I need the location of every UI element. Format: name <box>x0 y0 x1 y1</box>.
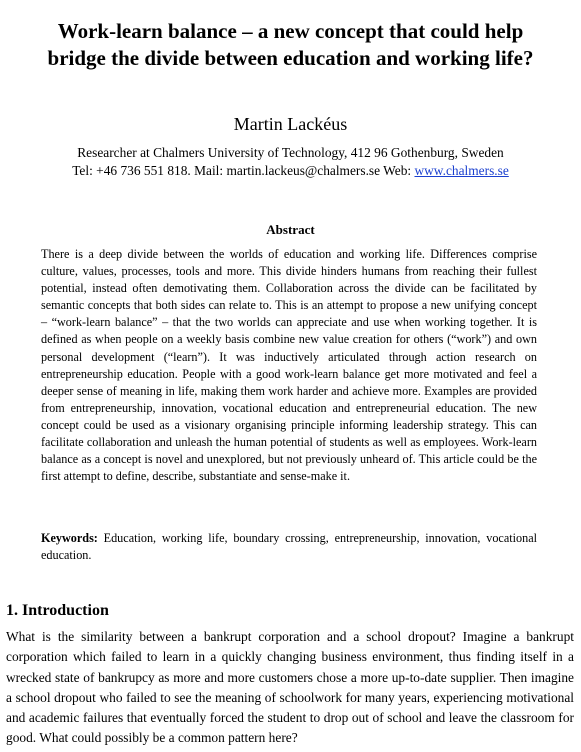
contact-line <box>0 162 581 180</box>
keywords <box>41 530 537 564</box>
title-line-1: Work-learn balance – a new concept that could help <box>57 19 524 43</box>
introduction-paragraph: What is the similarity between a bankrupt corporation and a school dropout? Imagine a bankrupt corporation which failed to learn in a quickly changing business environment, thus finding itself in a wrecked state of bankrupcy as more and more customers chose a more up-to-date supplier. Then imagine a school dropout who failed to see the meaning of schoolwork for many years, experiencing motivational and academic failures that eventually forced the student to drop out of school and leave the classroom for good. What could possibly be a common pattern here? <box>6 629 574 746</box>
keywords-label: Keywords: <box>41 531 98 545</box>
affiliation-line: Researcher at Chalmers University of Technology, 412 96 Gothenburg, Sweden <box>77 145 504 160</box>
abstract-text: There is a deep divide between the worlds of education and working life. Differences comprise culture, values, processes, tools and more. This divide hinders humans from reaching their fullest potential, instead often demotivating them. Collaboration across the divide can be facilitated by semantic concepts that both sides can relate to. This is an attempt to propose a new unifying concept – “work-learn balance” – that the two worlds can appreciate and use when working together. It is defined as when people on a weekly basis combine new value creation for others (“work”) and own personal development (“learn”). It was inductively articulated through action research on entrepreneurship education. People with a good work-learn balance get more motivated and feel a deeper sense of meaning in life, making them work harder and achieve more. Examples are provided from entrepreneurship, innovation, vocational education and entrepreneurial education. The new concept could be used as a visionary organising principle informing leadership strategy. This can facilitate collaboration and unleash the human potential of students as well as employees. Work-learn balance as a concept is novel and unexplored, but not previously unheard of. This article could be the first attempt to define, describe, substantiate and sense-make it. <box>41 247 537 484</box>
web-link[interactable]: www.chalmers.se <box>414 163 509 178</box>
author-name: Martin Lackéus <box>233 114 348 134</box>
section-heading-introduction: 1. Introduction <box>6 602 109 619</box>
author-affiliation <box>0 144 581 180</box>
abstract-heading: Abstract <box>266 222 315 237</box>
title-line-2: bridge the divide between education and working life? <box>47 46 534 70</box>
keywords-list: Education, working life, boundary crossing, entrepreneurship, innovation, vocational education. <box>41 531 537 563</box>
paper-title <box>0 18 581 72</box>
contact-details: Tel: +46 736 551 818. Mail: martin.lackeus@chalmers.se Web: <box>72 163 415 178</box>
